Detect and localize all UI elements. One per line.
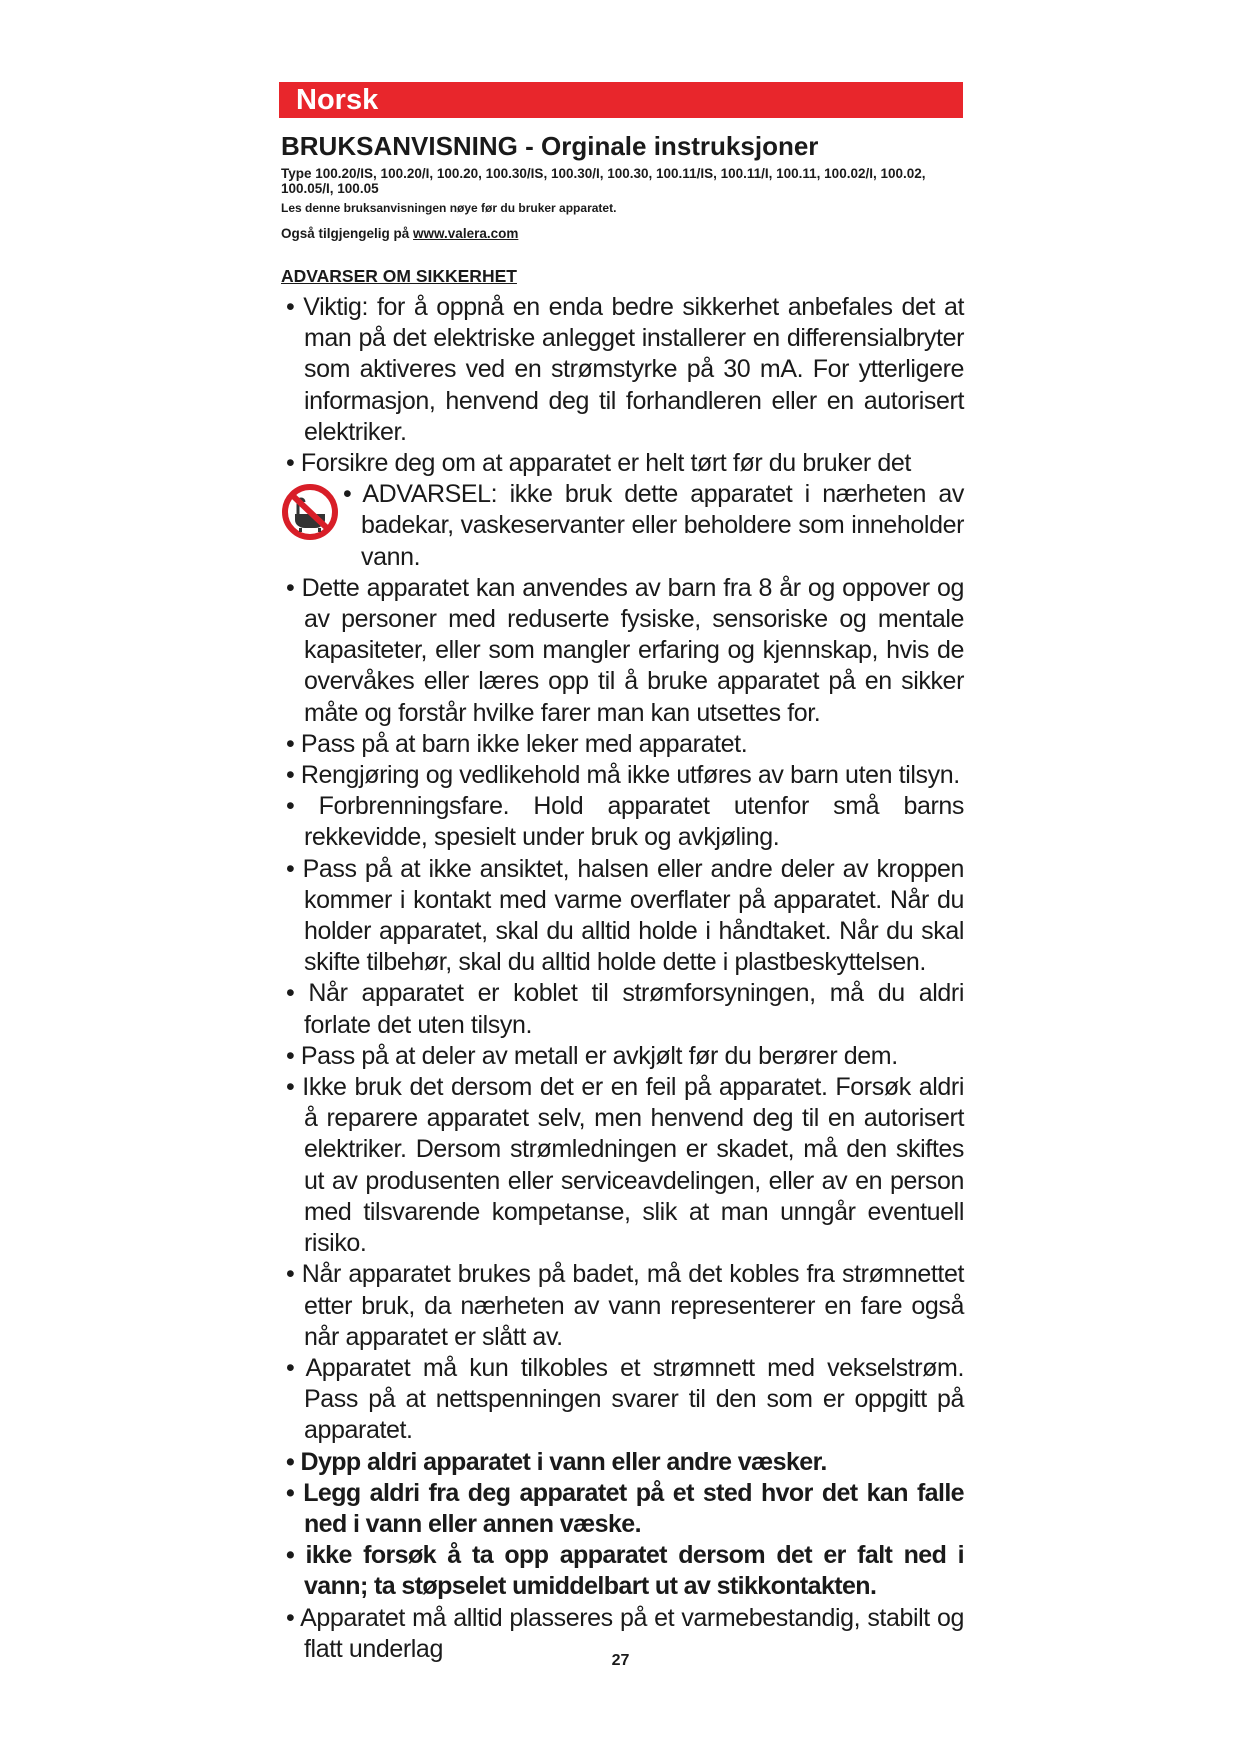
safety-heading: ADVARSER OM SIKKERHET [281,266,517,286]
safety-item: • Apparatet må kun tilkobles et strømnett med vekselstrøm. Pass på at nettspenningen svarer til den som er oppgitt på apparatet. [286,1353,964,1445]
safety-item: • Når apparatet er koblet til strømforsyningen, må du aldri forlate det uten tilsyn. [286,979,964,1039]
safety-list [279,292,964,1665]
safety-item: • Forsikre deg om at apparatet er helt tørt før du bruker det [286,449,911,478]
safety-item: • Viktig: for å oppnå en enda bedre sikkerhet anbefales det at man på det elektriske anlegget installerer en differensialbryter som aktiveres ved en strømstyrke på 30 mA. For ytterligere informasjon, henvend deg til forhandleren eller en autorisert elektriker. [286,293,964,446]
safety-item: • Dette apparatet kan anvendes av barn fra 8 år og oppover og av personer med reduserte fysiske, sensoriske og mentale kapasiteter, eller som mangler erfaring og kjennskap, hvis de overvåkes eller læres opp til å bruke apparatet på en sikker måte og forstår hvilke farer man kan utsettes for. [286,573,964,727]
safety-item: • Rengjøring og vedlikehold må ikke utføres av barn uten tilsyn. [286,761,960,790]
safety-item: • Forbrenningsfare. Hold apparatet utenfor små barns rekkevidde, spesielt under bruk og avkjøling. [286,792,964,852]
safety-item: • Pass på at barn ikke leker med apparatet. [286,729,748,758]
availability-line [281,225,518,242]
model-types: Type 100.20/IS, 100.20/I, 100.20, 100.30/IS, 100.30/I, 100.30, 100.11/IS, 100.11/I, 100.11, 100.02/I, 100.02, 100.05/I, 100.05 [281,166,926,196]
safety-item-warning [279,479,964,573]
page-number: 27 [611,1652,630,1669]
page-title: BRUKSANVISNING - Orginale instruksjoner [281,131,819,161]
warning-text: • ADVARSEL: ikke bruk dette apparatet i nærheten av badekar, vaskeservanter eller beholdere som inneholder vann. [343,480,964,571]
safety-item: • Pass på at ikke ansiktet, halsen eller andre deler av kroppen kommer i kontakt med varme overflater på apparatet. Når du holder apparatet, skal du alltid holde i håndtaket. Når du skal skifte tilbehør, skal du alltid holde dette i plastbeskyttelsen. [286,854,964,977]
safety-item: • Når apparatet brukes på badet, må det kobles fra strømnettet etter bruk, da nærheten av vann representerer en fare også når apparatet er slått av. [286,1260,964,1351]
safety-item: • Ikke bruk det dersom det er en feil på apparatet. Forsøk aldri å reparere apparatet selv, men henvend deg til en autorisert elektriker. Dersom strømledningen er skadet, må den skiftes ut av produsenten eller serviceavdelingen, eller av en person med tilsvarende kompetanse, slik at man unngår eventuell risiko. [286,1073,964,1258]
safety-item: • Pass på at deler av metall er avkjølt før du berører dem. [286,1041,898,1070]
read-instructions-note: Les denne bruksanvisningen nøye før du bruker apparatet. [281,201,617,215]
safety-item-bold: • ikke forsøk å ta opp apparatet dersom det er falt ned i vann; ta støpselet umiddelbart ut av stikkontakten. [286,1541,964,1601]
website-link[interactable]: www.valera.com [413,226,519,241]
safety-item: • Apparatet må alltid plasseres på et varmebestandig, stabilt og flatt underlag [286,1603,964,1663]
safety-item-bold: • Dypp aldri apparatet i vann eller andre væsker. [286,1447,827,1476]
language-banner [279,82,963,118]
no-bathtub-prohibition-icon [279,483,341,541]
language-label: Norsk [296,84,379,116]
safety-item-bold: • Legg aldri fra deg apparatet på et sted hvor det kan falle ned i vann eller annen væske. [286,1478,964,1538]
availability-label: Også tilgjengelig på [281,226,410,241]
